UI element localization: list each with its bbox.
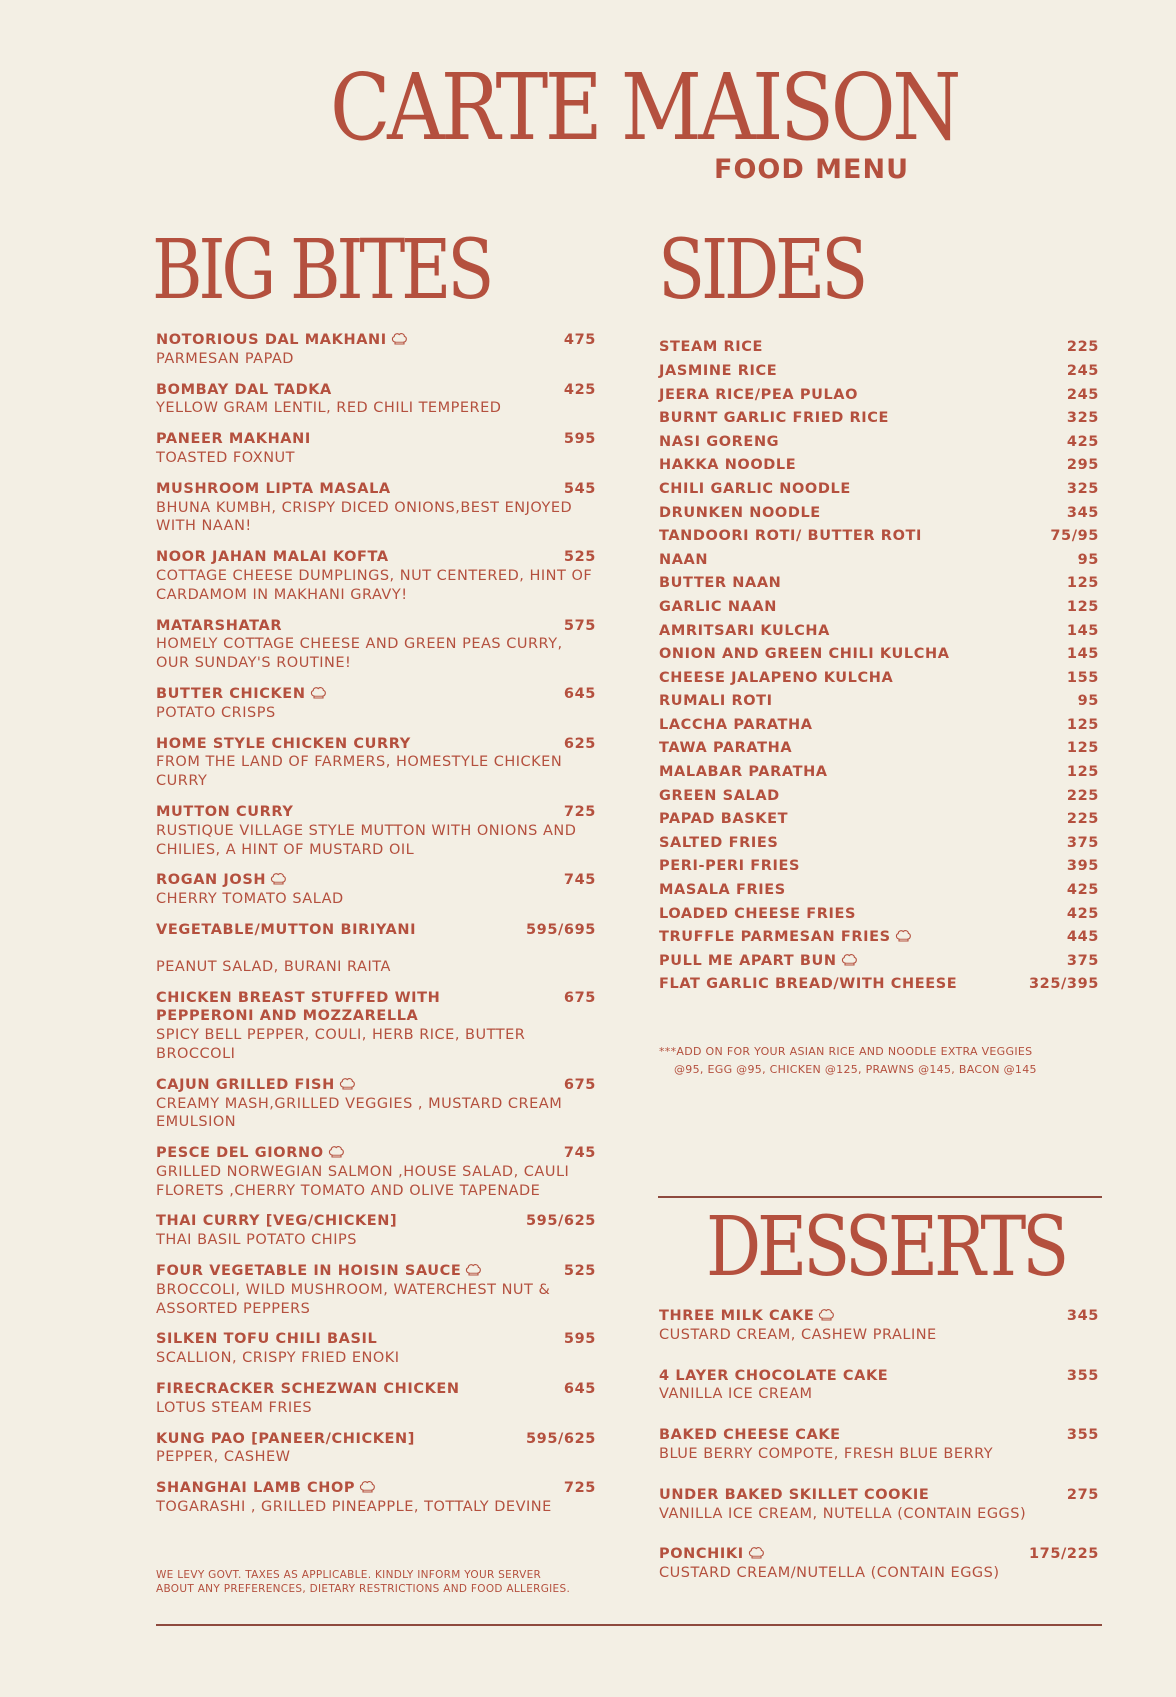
sides-item-name: NAAN xyxy=(659,551,709,568)
big-bites-item-price: 675 xyxy=(563,989,596,1006)
big-bites-item-description: THAI BASIL POTATO CHIPS xyxy=(156,1232,357,1249)
add-on-note-line-1: ***ADD ON FOR YOUR ASIAN RICE AND NOODLE EXTRA VEGGIES xyxy=(659,1045,1033,1058)
big-bites-item-rogan-josh xyxy=(156,871,596,909)
sides-item-green-salad xyxy=(659,784,1099,808)
big-bites-item-firecracker-schezwan-chicken xyxy=(156,1380,596,1418)
sides-item-price: 395 xyxy=(1066,858,1099,875)
sides-item-papad-basket xyxy=(659,808,1099,832)
sides-item-price: 325 xyxy=(1066,480,1099,497)
sides-item-name: PERI-PERI FRIES xyxy=(659,858,801,875)
big-bites-item-description: BROCCOLI, WILD MUSHROOM, WATERCHEST NUT & ASSORTED PEPPERS xyxy=(156,1281,551,1317)
big-bites-item-description: YELLOW GRAM LENTIL, RED CHILI TEMPERED xyxy=(156,400,502,417)
big-bites-item-description: SCALLION, CRISPY FRIED ENOKI xyxy=(156,1350,400,1367)
big-bites-item-name: NOOR JAHAN MALAI KOFTA xyxy=(156,549,389,566)
chef-hat-icon xyxy=(359,1480,376,1493)
sides-item-name: BURNT GARLIC FRIED RICE xyxy=(659,410,890,427)
sides-item-peri-peri-fries xyxy=(659,855,1099,879)
sides-heading: SIDES xyxy=(658,223,865,318)
chef-hat-icon xyxy=(818,1308,835,1321)
big-bites-item-price: 525 xyxy=(563,1263,596,1280)
big-bites-item-price: 425 xyxy=(563,381,596,398)
sides-item-price: 75/95 xyxy=(1050,528,1099,545)
big-bites-item-description: CHERRY TOMATO SALAD xyxy=(156,891,344,908)
big-bites-item-description: PEPPER, CASHEW xyxy=(156,1449,291,1466)
sides-item-price: 295 xyxy=(1066,457,1099,474)
chef-hat-icon xyxy=(339,1077,356,1090)
sides-item-price: 125 xyxy=(1066,740,1099,757)
sides-item-onion-and-green-chili-kulcha xyxy=(659,643,1099,667)
big-bites-item-four-vegetable-in-hoisin-sauce xyxy=(156,1262,596,1318)
dessert-item-under-baked-skillet-cookie xyxy=(659,1486,1099,1524)
sides-item-tandoori-roti-butter-roti xyxy=(659,525,1099,549)
sides-item-burnt-garlic-fried-rice xyxy=(659,407,1099,431)
sides-item-naan xyxy=(659,548,1099,572)
big-bites-item-matarshatar xyxy=(156,617,596,673)
big-bites-item-cajun-grilled-fish xyxy=(156,1076,596,1132)
big-bites-item-silken-tofu-chili-basil xyxy=(156,1330,596,1368)
big-bites-item-description: PEANUT SALAD, BURANI RAITA xyxy=(156,958,391,975)
tax-allergy-note: WE LEVY GOVT. TAXES AS APPLICABLE. KINDLY INFORM YOUR SERVER ABOUT ANY PREFERENCES, DIETARY RESTRICTIONS AND FOOD ALLERGIES. xyxy=(156,1569,571,1596)
dessert-item-name: UNDER BAKED SKILLET COOKIE xyxy=(659,1486,930,1503)
sides-item-name: TANDOORI ROTI/ BUTTER ROTI xyxy=(659,528,922,545)
big-bites-item-name: FIRECRACKER SCHEZWAN CHICKEN xyxy=(156,1381,460,1398)
big-bites-item-description: BHUNA KUMBH, CRISPY DICED ONIONS,BEST ENJOYED WITH NAAN! xyxy=(156,499,573,535)
big-bites-item-price: 595/625 xyxy=(525,1430,596,1447)
sides-item-malabar-paratha xyxy=(659,761,1099,785)
big-bites-item-name: HOME STYLE CHICKEN CURRY xyxy=(156,735,411,752)
sides-item-name: ONION AND GREEN CHILI KULCHA xyxy=(659,646,950,663)
big-bites-item-thai-curry-veg-chicken xyxy=(156,1212,596,1250)
sides-item-price: 95 xyxy=(1077,693,1099,710)
sides-item-butter-naan xyxy=(659,572,1099,596)
big-bites-item-name: FOUR VEGETABLE IN HOISIN SAUCE xyxy=(156,1263,462,1280)
sides-item-cheese-jalapeno-kulcha xyxy=(659,666,1099,690)
sides-item-name: CHEESE JALAPENO KULCHA xyxy=(659,669,894,686)
sides-item-hakka-noodle xyxy=(659,454,1099,478)
big-bites-item-bombay-dal-tadka xyxy=(156,381,596,419)
big-bites-item-mushroom-lipta-masala xyxy=(156,480,596,536)
big-bites-item-price: 645 xyxy=(563,1381,596,1398)
dessert-item-price: 275 xyxy=(1066,1486,1099,1503)
big-bites-item-description: CREAMY MASH,GRILLED VEGGIES , MUSTARD CREAM EMULSION xyxy=(156,1095,563,1131)
desserts-divider xyxy=(658,1196,1102,1198)
big-bites-item-name: MATARSHATAR xyxy=(156,617,283,634)
big-bites-item-price: 745 xyxy=(563,872,596,889)
sides-item-price: 425 xyxy=(1066,433,1099,450)
sides-item-pull-me-apart-bun xyxy=(659,949,1099,973)
big-bites-item-description: RUSTIQUE VILLAGE STYLE MUTTON WITH ONIONS AND CHILIES, A HINT OF MUSTARD OIL xyxy=(156,822,577,858)
big-bites-item-price: 645 xyxy=(563,685,596,702)
dessert-item-description: BLUE BERRY COMPOTE, FRESH BLUE BERRY xyxy=(659,1445,994,1462)
dessert-item-description: CUSTARD CREAM, CASHEW PRALINE xyxy=(659,1326,937,1343)
sides-item-price: 425 xyxy=(1066,905,1099,922)
menu-subtitle: FOOD MENU xyxy=(714,154,909,185)
dessert-item-name: 4 LAYER CHOCOLATE CAKE xyxy=(659,1367,889,1384)
big-bites-item-price: 545 xyxy=(563,480,596,497)
big-bites-item-mutton-curry xyxy=(156,803,596,859)
sides-item-name: STEAM RICE xyxy=(659,339,764,356)
dessert-item-name: THREE MILK CAKE xyxy=(659,1308,815,1324)
dessert-item-ponchiki xyxy=(659,1545,1099,1583)
big-bites-item-name: MUSHROOM LIPTA MASALA xyxy=(156,480,391,497)
big-bites-item-description: PARMESAN PAPAD xyxy=(156,350,294,367)
big-bites-item-home-style-chicken-curry xyxy=(156,735,596,791)
sides-item-price: 375 xyxy=(1066,834,1099,851)
sides-item-name: PULL ME APART BUN xyxy=(659,952,837,969)
big-bites-item-paneer-makhani xyxy=(156,430,596,468)
big-bites-item-price: 475 xyxy=(563,332,596,348)
dessert-item-description: VANILLA ICE CREAM xyxy=(659,1386,813,1403)
big-bites-item-price: 525 xyxy=(563,549,596,566)
sides-item-price: 145 xyxy=(1066,622,1099,639)
big-bites-item-price: 675 xyxy=(563,1076,596,1093)
sides-item-chili-garlic-noodle xyxy=(659,478,1099,502)
big-bites-item-description: HOMELY COTTAGE CHEESE AND GREEN PEAS CURRY, OUR SUNDAY'S ROUTINE! xyxy=(156,636,563,672)
dessert-item-price: 355 xyxy=(1066,1367,1099,1384)
chef-hat-icon xyxy=(328,1145,345,1158)
chef-hat-icon xyxy=(841,953,858,966)
big-bites-item-description: SPICY BELL PEPPER, COULI, HERB RICE, BUTTER BROCCOLI xyxy=(156,1027,526,1062)
sides-item-loaded-cheese-fries xyxy=(659,902,1099,926)
dessert-item-description: CUSTARD CREAM/NUTELLA (CONTAIN EGGS) xyxy=(659,1565,1000,1582)
sides-item-price: 225 xyxy=(1066,339,1099,356)
sides-item-flat-garlic-bread-with-cheese xyxy=(659,973,1099,997)
sides-item-salted-fries xyxy=(659,831,1099,855)
sides-item-price: 325/395 xyxy=(1028,976,1099,993)
sides-item-name: GARLIC NAAN xyxy=(659,598,777,615)
spacer xyxy=(156,940,596,958)
sides-item-name: FLAT GARLIC BREAD/WITH CHEESE xyxy=(659,976,958,993)
sides-item-price: 145 xyxy=(1066,646,1099,663)
big-bites-item-name: BOMBAY DAL TADKA xyxy=(156,381,332,398)
chef-hat-icon xyxy=(270,872,287,885)
sides-item-jeera-rice-pea-pulao xyxy=(659,383,1099,407)
dessert-item-price: 345 xyxy=(1066,1308,1099,1324)
big-bites-item-name: CHICKEN BREAST STUFFED WITH PEPPERONI AND MOZZARELLA xyxy=(156,989,441,1025)
dessert-item-baked-cheese-cake xyxy=(659,1426,1099,1464)
big-bites-item-name: PESCE DEL GIORNO xyxy=(156,1145,324,1162)
big-bites-item-name: PANEER MAKHANI xyxy=(156,431,311,448)
sides-item-price: 425 xyxy=(1066,882,1099,899)
sides-item-name: BUTTER NAAN xyxy=(659,575,782,592)
sides-item-price: 245 xyxy=(1066,386,1099,403)
big-bites-item-name: SHANGHAI LAMB CHOP xyxy=(156,1480,356,1497)
sides-item-drunken-noodle xyxy=(659,501,1099,525)
dessert-item-three-milk-cake xyxy=(659,1307,1099,1345)
sides-item-laccha-paratha xyxy=(659,714,1099,738)
big-bites-item-vegetable-mutton-biriyani xyxy=(156,921,596,977)
menu-title: CARTE MAISON xyxy=(330,54,958,161)
sides-item-name: PAPAD BASKET xyxy=(659,811,789,828)
sides-item-name: DRUNKEN NOODLE xyxy=(659,504,821,521)
chef-hat-icon xyxy=(748,1546,765,1559)
sides-item-name: JASMINE RICE xyxy=(659,362,778,379)
add-on-note xyxy=(659,1043,1099,1079)
sides-item-amritsari-kulcha xyxy=(659,619,1099,643)
sides-item-price: 125 xyxy=(1066,575,1099,592)
dessert-item-price: 355 xyxy=(1066,1427,1099,1444)
big-bites-item-name: CAJUN GRILLED FISH xyxy=(156,1076,335,1093)
dessert-item-name: PONCHIKI xyxy=(659,1546,744,1563)
big-bites-item-price: 625 xyxy=(563,735,596,752)
sides-item-name: MALABAR PARATHA xyxy=(659,764,828,781)
sides-item-name: NASI GORENG xyxy=(659,433,780,450)
dessert-item-4-layer-chocolate-cake xyxy=(659,1367,1099,1405)
sides-item-price: 225 xyxy=(1066,811,1099,828)
sides-item-name: LACCHA PARATHA xyxy=(659,716,813,733)
sides-item-price: 125 xyxy=(1066,764,1099,781)
big-bites-item-description: POTATO CRISPS xyxy=(156,704,276,721)
big-bites-item-description: COTTAGE CHEESE DUMPLINGS, NUT CENTERED, HINT OF CARDAMOM IN MAKHANI GRAVY! xyxy=(156,567,593,603)
sides-item-price: 155 xyxy=(1066,669,1099,686)
sides-item-price: 375 xyxy=(1066,952,1099,969)
sides-item-jasmine-rice xyxy=(659,360,1099,384)
sides-list xyxy=(659,336,1099,997)
big-bites-item-price: 595/625 xyxy=(525,1213,596,1230)
big-bites-item-name: NOTORIOUS DAL MAKHANI xyxy=(156,332,387,348)
desserts-heading: DESSERTS xyxy=(706,1200,1066,1295)
big-bites-item-description: TOGARASHI , GRILLED PINEAPPLE, TOTTALY DEVINE xyxy=(156,1499,552,1516)
sides-item-price: 225 xyxy=(1066,787,1099,804)
big-bites-item-price: 595 xyxy=(563,1331,596,1348)
chef-hat-icon xyxy=(895,929,912,942)
big-bites-item-description: GRILLED NORWEGIAN SALMON ,HOUSE SALAD, CAULI FLORETS ,CHERRY TOMATO AND OLIVE TAPENADE xyxy=(156,1163,570,1199)
sides-item-name: SALTED FRIES xyxy=(659,834,779,851)
dessert-item-description: VANILLA ICE CREAM, NUTELLA (CONTAIN EGGS) xyxy=(659,1505,1027,1522)
big-bites-item-noor-jahan-malai-kofta xyxy=(156,548,596,604)
sides-item-tawa-paratha xyxy=(659,737,1099,761)
sides-item-price: 325 xyxy=(1066,410,1099,427)
chef-hat-icon xyxy=(310,686,327,699)
sides-item-name: TAWA PARATHA xyxy=(659,740,793,757)
big-bites-item-shanghai-lamb-chop xyxy=(156,1479,596,1517)
big-bites-item-name: BUTTER CHICKEN xyxy=(156,685,306,702)
sides-item-nasi-goreng xyxy=(659,430,1099,454)
big-bites-item-pesce-del-giorno xyxy=(156,1144,596,1200)
big-bites-item-chicken-breast-stuffed-with-pepperoni-and-mozzarella xyxy=(156,989,596,1064)
sides-item-masala-fries xyxy=(659,879,1099,903)
big-bites-item-price: 725 xyxy=(563,1480,596,1497)
sides-item-price: 125 xyxy=(1066,716,1099,733)
sides-item-name: RUMALI ROTI xyxy=(659,693,773,710)
big-bites-item-description: TOASTED FOXNUT xyxy=(156,449,296,466)
big-bites-item-name: KUNG PAO [PANEER/CHICKEN] xyxy=(156,1430,416,1447)
big-bites-item-name: MUTTON CURRY xyxy=(156,803,294,820)
big-bites-list xyxy=(156,331,596,1529)
sides-item-name: CHILI GARLIC NOODLE xyxy=(659,480,851,497)
sides-item-price: 95 xyxy=(1077,551,1099,568)
big-bites-item-price: 575 xyxy=(563,617,596,634)
big-bites-item-price: 595/695 xyxy=(525,921,596,938)
big-bites-item-name: VEGETABLE/MUTTON BIRIYANI xyxy=(156,921,417,938)
big-bites-item-price: 595 xyxy=(563,431,596,448)
big-bites-item-name: SILKEN TOFU CHILI BASIL xyxy=(156,1331,378,1348)
dessert-item-price: 175/225 xyxy=(1028,1546,1099,1563)
desserts-list xyxy=(659,1307,1099,1605)
sides-item-name: AMRITSARI KULCHA xyxy=(659,622,830,639)
sides-item-name: HAKKA NOODLE xyxy=(659,457,797,474)
big-bites-item-price: 745 xyxy=(563,1145,596,1162)
big-bites-item-kung-pao-paneer-chicken xyxy=(156,1430,596,1468)
sides-item-price: 445 xyxy=(1066,929,1099,946)
sides-item-name: LOADED CHEESE FRIES xyxy=(659,905,857,922)
big-bites-item-description: FROM THE LAND OF FARMERS, HOMESTYLE CHICKEN CURRY xyxy=(156,754,563,790)
sides-item-truffle-parmesan-fries xyxy=(659,926,1099,950)
dessert-item-name: BAKED CHEESE CAKE xyxy=(659,1427,841,1444)
big-bites-item-name: THAI CURRY [VEG/CHICKEN] xyxy=(156,1213,398,1230)
chef-hat-icon xyxy=(465,1263,482,1276)
sides-item-price: 245 xyxy=(1066,362,1099,379)
sides-item-price: 345 xyxy=(1066,504,1099,521)
sides-item-name: JEERA RICE/PEA PULAO xyxy=(659,386,859,403)
sides-item-name: TRUFFLE PARMESAN FRIES xyxy=(659,929,891,946)
sides-item-steam-rice xyxy=(659,336,1099,360)
sides-item-name: MASALA FRIES xyxy=(659,882,786,899)
sides-item-garlic-naan xyxy=(659,596,1099,620)
bottom-divider xyxy=(156,1624,1102,1626)
big-bites-item-notorious-dal-makhani xyxy=(156,331,596,369)
sides-item-rumali-roti xyxy=(659,690,1099,714)
sides-item-name: GREEN SALAD xyxy=(659,787,780,804)
big-bites-item-description: LOTUS STEAM FRIES xyxy=(156,1399,313,1416)
chef-hat-icon xyxy=(391,332,408,345)
sides-item-price: 125 xyxy=(1066,598,1099,615)
big-bites-item-name: ROGAN JOSH xyxy=(156,872,267,889)
big-bites-item-butter-chicken xyxy=(156,685,596,723)
big-bites-heading: BIG BITES xyxy=(152,223,491,318)
add-on-note-line-2: @95, EGG @95, CHICKEN @125, PRAWNS @145, BACON @145 xyxy=(674,1063,1037,1076)
big-bites-item-price: 725 xyxy=(563,803,596,820)
